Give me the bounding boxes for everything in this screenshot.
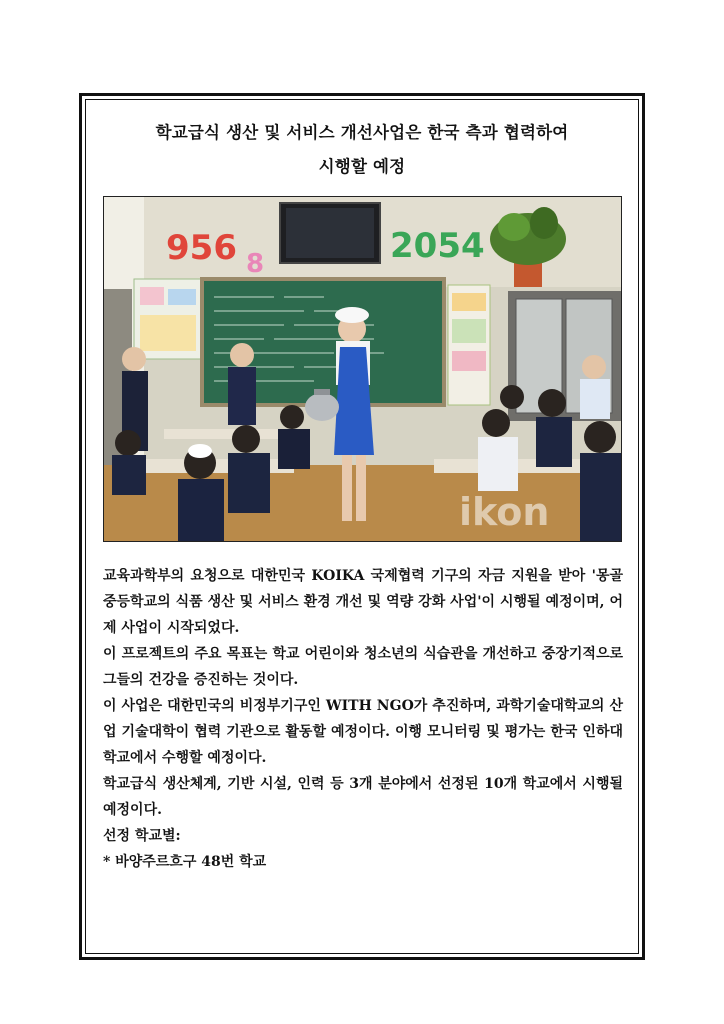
school-list-item: * 바양주르흐구 48번 학교 [103,854,267,870]
photo-watermark: ikon [459,490,550,534]
title-line-1: 학교급식 생산 및 서비스 개선사업은 한국 측과 협력하여 [155,123,569,142]
document-border [79,93,645,960]
paragraph-1: 교육과학부의 요청으로 대한민국 KOIKA 국제협력 기구의 자금 지원을 받아 '몽골 중등학교의 식품 생산 및 서비스 환경 개선 및 역량 강화 사업'이 시행될 예정이며, 어제 사업이 시작되었다. [103,568,623,636]
classroom-photo [103,196,622,542]
wall-numbers-left: 956 [166,228,237,268]
document-title [82,116,642,184]
wall-number-small: 8 [246,249,265,279]
selected-schools-label: 선정 학교별: [103,828,181,844]
paragraph-4: 학교급식 생산체계, 기반 시설, 인력 등 3개 분야에서 선정된 10개 학교에서 시행될 예정이다. [103,776,623,818]
wall-numbers-right: 2054 [390,226,485,266]
article-body [103,563,623,875]
title-line-2: 시행할 예정 [318,157,406,176]
paragraph-2: 이 프로젝트의 주요 목표는 학교 어린이와 청소년의 식습관을 개선하고 중장기적으로 그들의 건강을 증진하는 것이다. [103,646,623,688]
paragraph-3: 이 사업은 대한민국의 비정부기구인 WITH NGO가 추진하며, 과학기술대학교의 산업 기술대학이 협력 기관으로 활동할 예정이다. 이행 모니터링 및 평가는 한국 인하대학교에서 수행할 예정이다. [103,698,623,766]
